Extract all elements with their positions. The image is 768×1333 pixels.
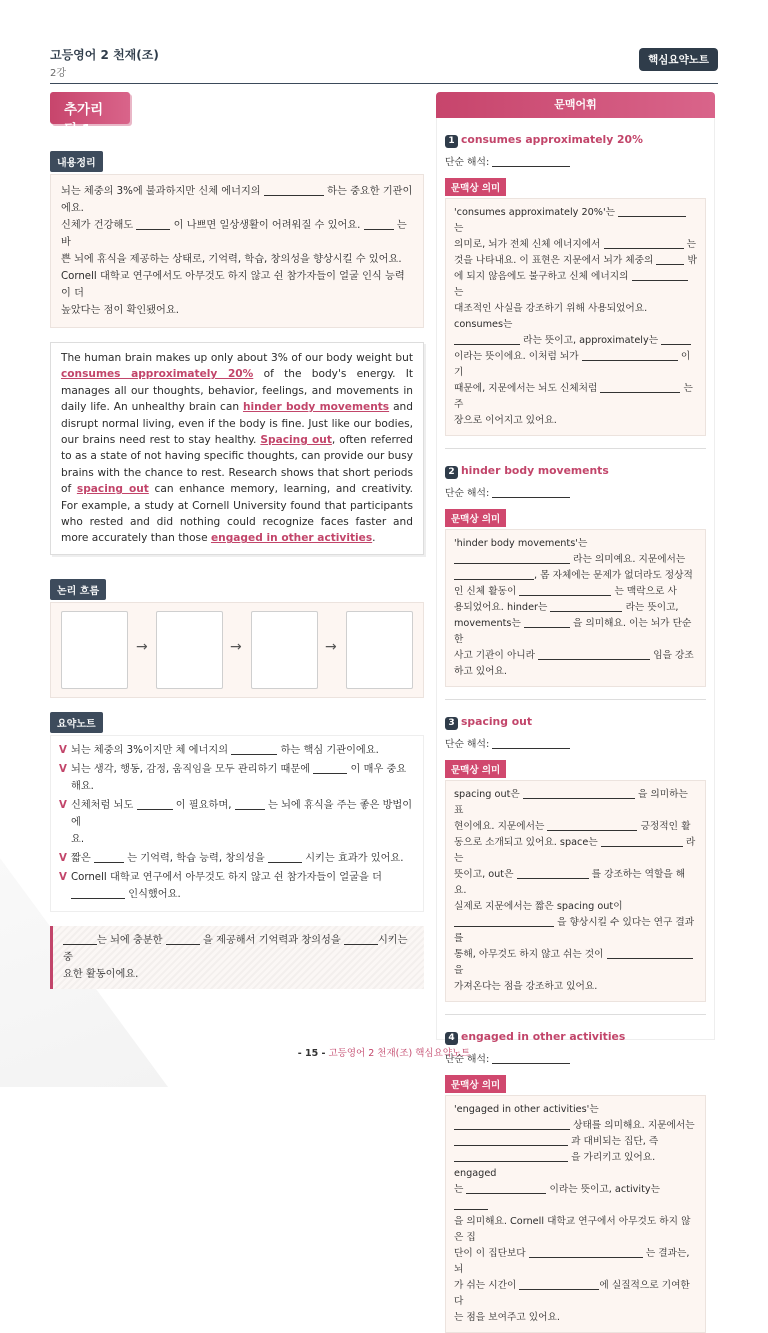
flow-card[interactable]	[156, 611, 223, 689]
blank[interactable]	[601, 835, 683, 847]
ctx-text: 'consumes approximately 20%'는	[454, 207, 616, 218]
blank[interactable]	[454, 333, 520, 345]
blank[interactable]	[313, 762, 347, 774]
blank[interactable]	[529, 1246, 643, 1258]
blank[interactable]	[600, 381, 680, 393]
blank[interactable]	[604, 237, 684, 249]
note-item	[59, 797, 415, 848]
ctx-text: 'engaged in other activities'는	[454, 1104, 599, 1115]
ctx-text: 는 결과는, 뇌	[454, 1248, 690, 1275]
ctx-text: 것을 나타내요. 이 표현은 지문에서 뇌가 체중의	[454, 255, 654, 266]
blank[interactable]	[547, 819, 637, 831]
ctx-text: 을 의미하는 표	[454, 789, 688, 816]
item-number: 3	[445, 717, 458, 730]
blank[interactable]	[268, 851, 302, 863]
blank[interactable]	[466, 1182, 546, 1194]
blank[interactable]	[550, 600, 622, 612]
ctx-text: 용되었어요. hinder는	[454, 602, 548, 613]
note-text: 뇌는 체중의 3%이지만 체 에너지의	[71, 744, 229, 756]
blank[interactable]	[71, 887, 125, 899]
item-number: 1	[445, 135, 458, 148]
ctx-text: 이기	[454, 351, 691, 378]
passage-text: The human brain makes up only about 3% of our body weight but	[61, 352, 413, 364]
ctx-text: 는 점을 보여주고 있어요.	[454, 1312, 560, 1323]
highlight-spacing-out-2[interactable]: spacing out	[76, 483, 149, 496]
context-tag: 문맥상 의미	[445, 1075, 506, 1093]
simple-label: 단순 해석:	[445, 739, 490, 750]
note-item	[59, 761, 415, 795]
blank[interactable]	[517, 867, 589, 879]
ctx-text: 를 강조하는 역할을 해요.	[454, 869, 686, 896]
page-header	[50, 46, 718, 84]
ctx-text: 는	[454, 1184, 464, 1195]
divider	[445, 1014, 706, 1015]
ctx-text: movements는	[454, 618, 521, 629]
summary-tag: 내용정리	[50, 151, 103, 172]
flow-card[interactable]	[346, 611, 413, 689]
conclusion-text: 을 제공해서 기억력과 창의성을	[203, 934, 341, 946]
blank[interactable]	[136, 218, 170, 230]
item-number: 2	[445, 466, 458, 479]
ctx-text: 라는 뜻이고,	[625, 602, 679, 613]
ctx-text: 동으로 소개되고 있어요. space는	[454, 837, 598, 848]
context-tag: 문맥상 의미	[445, 760, 506, 778]
ctx-text: 라는	[454, 837, 696, 864]
ctx-text: 이라는 뜻이에요. 이처럼 뇌가	[454, 351, 579, 362]
ctx-text: 에 되지 않음에도 불구하고 신체 에너지의	[454, 271, 629, 282]
blank[interactable]	[137, 798, 173, 810]
blank[interactable]	[538, 648, 650, 660]
ctx-text: 을	[454, 965, 464, 976]
ctx-text: 는 맥락으로 사	[614, 586, 677, 597]
blank[interactable]	[519, 1278, 599, 1290]
ctx-text: 에 실질적으로 기여한다	[454, 1280, 690, 1307]
note-text: 는 뇌에 휴식을 주는 좋은 방법이에	[71, 799, 413, 828]
ctx-text: 는	[454, 223, 464, 234]
vocab-item-1	[445, 128, 706, 436]
simple-label: 단순 해석:	[445, 157, 490, 168]
context-tag: 문맥상 의미	[445, 178, 506, 196]
divider	[445, 699, 706, 700]
blank[interactable]	[454, 915, 554, 927]
blank[interactable]	[519, 584, 611, 596]
note-text: 이 매우 중요해요.	[71, 763, 407, 792]
blank[interactable]	[63, 933, 97, 945]
ctx-text: 뜻이고, out은	[454, 869, 514, 880]
page-number: - 15 -	[297, 1048, 326, 1059]
context-meaning	[445, 529, 706, 687]
ctx-text: 장으로 이어지고 있어요.	[454, 415, 557, 426]
note-text: 신체처럼 뇌도	[71, 799, 134, 811]
ctx-text: 때문에, 지문에서는 뇌도 신체처럼	[454, 383, 598, 394]
vocab-body	[436, 118, 715, 1323]
check-v-icon: V	[59, 852, 67, 864]
ctx-text: 가 쉬는 시간이	[454, 1280, 517, 1291]
context-meaning	[445, 780, 706, 1002]
note-badge: 핵심요약노트	[639, 48, 718, 71]
ctx-text: 상태를 의미해요. 지문에서는	[573, 1120, 695, 1131]
ctx-text: 라는 뜻이고, approximately는	[523, 335, 659, 346]
vocab-title: engaged in other activities	[461, 1030, 626, 1043]
check-v-icon: V	[59, 871, 67, 883]
content-summary	[50, 174, 424, 328]
passage-text: .	[372, 532, 376, 545]
note-text: 는 기억력, 학습 능력, 창의성을	[127, 852, 265, 864]
blank[interactable]	[618, 205, 686, 217]
blank[interactable]	[582, 349, 678, 361]
check-v-icon: V	[59, 763, 67, 775]
ctx-text: 을 향상시킬 수 있다는 연구 결과를	[454, 917, 695, 944]
divider	[445, 448, 706, 449]
summary-text: Cornell 대학교 연구에서도 아무것도 하지 않고 쉰 참가자들이 얼굴 인식 능력이 더	[61, 271, 405, 299]
note-item	[59, 869, 415, 903]
blank[interactable]	[607, 947, 693, 959]
textbook-title: 고등영어 2 천재(조)	[50, 48, 159, 62]
context-meaning	[445, 198, 706, 436]
conclusion-text: 시키는 중	[63, 934, 408, 963]
vocab-title: hinder body movements	[461, 464, 609, 477]
blank[interactable]	[166, 933, 200, 945]
note-text: 요.	[71, 833, 85, 845]
flow-card[interactable]	[251, 611, 318, 689]
ctx-text: 과 대비되는 집단, 즉	[571, 1136, 659, 1147]
ctx-text: 라는 의미예요. 지문에서는	[573, 554, 686, 565]
blank[interactable]	[454, 1198, 488, 1210]
ctx-text: 을 가리키고 있어요. engaged	[454, 1152, 656, 1179]
ctx-text: 을 의미해요. 이는 뇌가 단순한	[454, 618, 692, 645]
arrow-right-icon: →	[136, 638, 148, 655]
ctx-text: 의미로, 뇌가 전체 신체 에너지에서	[454, 239, 601, 250]
check-v-icon: V	[59, 744, 67, 756]
ctx-text: 임을 강조	[653, 650, 694, 661]
blank[interactable]	[344, 933, 378, 945]
passage-text: , often referred to as a state of not having specific thoughts, can provide our busy brains with the chance to rest. Research shows that short periods of	[61, 434, 413, 496]
blank[interactable]	[364, 218, 394, 230]
logic-flow	[50, 602, 424, 698]
ctx-text: 는	[454, 287, 464, 298]
vocab-item-4	[445, 1025, 706, 1333]
lesson-number: 2강	[50, 68, 67, 79]
vocab-item-2	[445, 459, 706, 687]
ctx-text: 단이 이 집단보다	[454, 1248, 526, 1259]
notes-tag: 요약노트	[50, 712, 103, 733]
ctx-text: 인 신체 활동이	[454, 586, 517, 597]
blank[interactable]	[454, 1118, 570, 1130]
ctx-text: 사고 기관이 아니라	[454, 650, 536, 661]
summary-text: 뇌는 체중의 3%에 불과하지만 신체 에너지의	[61, 186, 261, 197]
vocab-header: 문맥어휘	[436, 92, 715, 118]
vocab-title: spacing out	[461, 715, 532, 728]
flow-card[interactable]	[61, 611, 128, 689]
ctx-text: 이라는 뜻이고, activity는	[549, 1184, 660, 1195]
conclusion-box	[50, 926, 424, 989]
arrow-right-icon: →	[325, 638, 337, 655]
highlight-spacing-out-1[interactable]: Spacing out	[260, 434, 332, 447]
blank[interactable]	[231, 743, 277, 755]
simple-label: 단순 해석:	[445, 1054, 490, 1065]
note-text: 이 필요하며,	[175, 799, 232, 811]
summary-text: 하는 중요한 기관이에요.	[61, 186, 413, 214]
ctx-text: 을 의미해요. Cornell 대학교 연구에서 아무것도 하지 않은 집	[454, 1216, 691, 1243]
blank[interactable]	[656, 253, 684, 265]
ctx-text: 현이에요. 지문에서는	[454, 821, 545, 832]
arrow-right-icon: →	[230, 638, 242, 655]
left-column	[50, 92, 424, 989]
ctx-text: 는 주	[454, 383, 693, 410]
blank[interactable]	[94, 851, 124, 863]
ctx-text: , 몸 자체에는 문제가 없더라도 정상적	[534, 570, 693, 581]
summary-text: 높았다는 점이 확인됐어요.	[61, 305, 179, 316]
note-text: Cornell 대학교 연구에서 아무것도 하지 않고 쉰 참가자들이 얼굴을 더	[71, 871, 382, 883]
ctx-text: 밖	[687, 255, 697, 266]
note-text: 인식했어요.	[128, 888, 181, 900]
blank[interactable]	[492, 486, 570, 498]
blank[interactable]	[524, 616, 570, 628]
blank[interactable]	[235, 798, 265, 810]
blank[interactable]	[523, 787, 635, 799]
note-text: 시키는 효과가 있어요.	[305, 852, 404, 864]
ctx-text: 'hinder body movements'는	[454, 538, 588, 549]
ctx-text: 통해, 아무것도 하지 않고 쉬는 것이	[454, 949, 604, 960]
conclusion-text: 는 뇌에 충분한	[97, 934, 163, 946]
blank[interactable]	[632, 269, 688, 281]
highlight-engaged[interactable]: engaged in other activities	[210, 532, 373, 545]
right-column	[436, 92, 715, 1323]
note-text: 뇌는 생각, 행동, 감정, 움직임을 모두 관리하기 때문에	[71, 763, 311, 775]
conclusion-text: 요한 활동이에요.	[63, 968, 139, 980]
summary-text: 는 바	[61, 220, 407, 248]
passage-text: and disrupt normal living, even if the body is fine. Just like our bodies, our brains need rest to stay healthy.	[61, 401, 413, 447]
ctx-text: 하고 있어요.	[454, 666, 507, 677]
logic-flow-tag: 논리 흐름	[50, 579, 106, 600]
page-footer	[0, 1045, 768, 1059]
ctx-text: 실제로 지문에서는 짧은 spacing out이	[454, 901, 623, 912]
ctx-text: spacing out은	[454, 789, 520, 800]
check-v-icon: V	[59, 799, 67, 811]
blank[interactable]	[492, 737, 570, 749]
vocab-title: consumes approximately 20%	[461, 133, 643, 146]
blank[interactable]	[454, 552, 570, 564]
blank[interactable]	[454, 568, 534, 580]
blank[interactable]	[492, 155, 570, 167]
note-item	[59, 850, 415, 867]
ctx-text: 대조적인 사실을 강조하기 위해 사용되었어요. consumes는	[454, 303, 648, 330]
note-text: 짧은	[71, 852, 91, 864]
simple-label: 단순 해석:	[445, 488, 490, 499]
ctx-text: 긍정적인 활	[640, 821, 691, 832]
footer-text: 고등영어 2 천재(조) 핵심요약노트	[328, 1048, 471, 1059]
note-text: 하는 핵심 기관이에요.	[280, 744, 379, 756]
item-number: 4	[445, 1032, 458, 1045]
blank[interactable]	[264, 184, 324, 196]
highlight-hinder[interactable]: hinder body movements	[242, 401, 390, 414]
passage-text: of the body's energy. It manages all our thoughts, behavior, feelings, and movements in daily life. An unhealthy brain can	[61, 368, 413, 414]
passage-text: can enhance memory, learning, and creativity. For example, a study at Cornell University found that participants who rested and did nothing could recognize faces faster and more accurately than those	[61, 483, 413, 545]
ctx-text: 가져온다는 점을 강조하고 있어요.	[454, 981, 598, 992]
highlight-consumes[interactable]: consumes approximately 20%	[61, 368, 254, 381]
context-tag: 문맥상 의미	[445, 509, 506, 527]
ctx-text: 는	[686, 239, 696, 250]
blank[interactable]	[454, 1150, 568, 1162]
blank[interactable]	[661, 333, 691, 345]
summary-text: 이 나쁘면 일상생활이 어려워질 수 있어요.	[173, 220, 361, 231]
blank[interactable]	[454, 1134, 568, 1146]
context-meaning	[445, 1095, 706, 1333]
section-title: 추가리딩 1	[50, 92, 130, 124]
note-item	[59, 742, 415, 759]
vocab-item-3	[445, 710, 706, 1002]
summary-text: 신체가 건강해도	[61, 220, 134, 231]
summary-notes	[50, 735, 424, 912]
summary-text: 쁜 뇌에 휴식을 제공하는 상태로, 기억력, 학습, 창의성을 향상시킬 수 있어요.	[61, 254, 402, 265]
reading-passage	[50, 342, 424, 555]
